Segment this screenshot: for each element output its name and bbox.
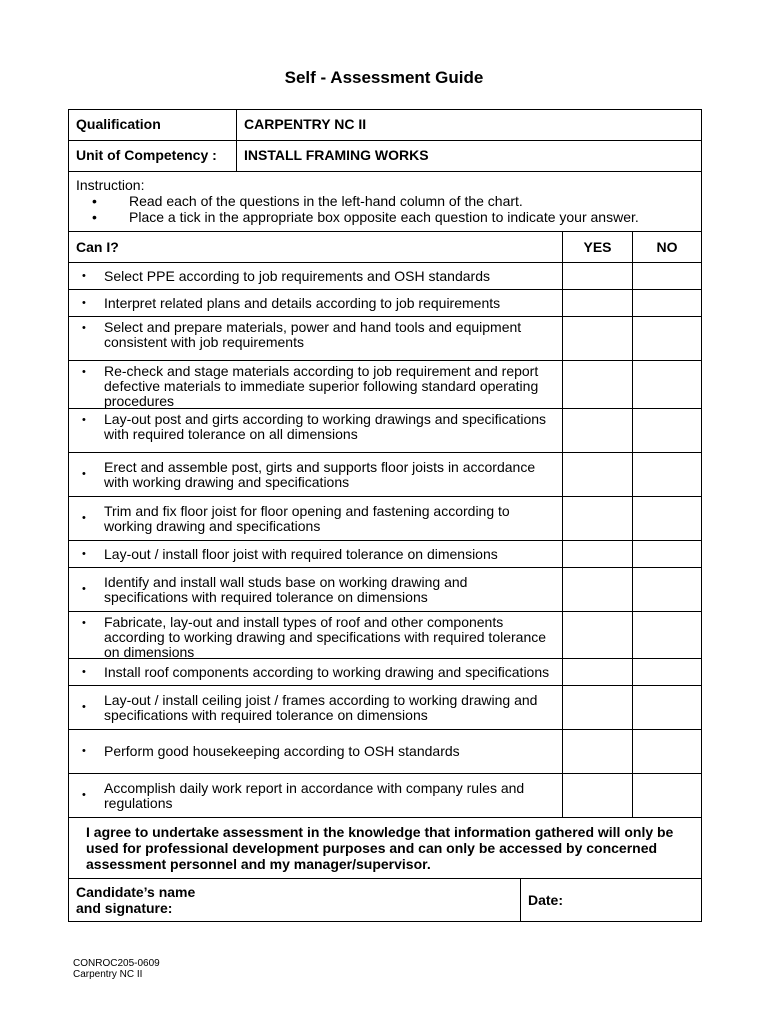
- bullet-icon: •: [82, 617, 86, 629]
- no-checkbox[interactable]: [633, 659, 701, 685]
- instruction-row: [69, 172, 701, 232]
- checklist-row: [69, 686, 701, 730]
- checklist-row: [69, 568, 701, 612]
- bullet-icon: •: [82, 468, 86, 480]
- bullet-icon: •: [92, 193, 97, 209]
- checklist-row: [69, 263, 701, 290]
- no-checkbox[interactable]: [633, 263, 701, 289]
- checklist-question: [69, 659, 563, 685]
- signature-row: [69, 879, 701, 922]
- bullet-icon: •: [82, 547, 86, 560]
- qualification-row: [69, 110, 701, 141]
- checklist-question: [69, 317, 563, 360]
- yes-checkbox[interactable]: [563, 730, 633, 773]
- no-checkbox[interactable]: [633, 774, 701, 817]
- no-checkbox[interactable]: [633, 612, 701, 658]
- question-text: Lay-out post and girts according to working drawings and specifications with required tolerance on all dimensions: [104, 411, 547, 442]
- bullet-icon: •: [82, 366, 86, 378]
- agreement-row: [69, 818, 701, 879]
- yes-checkbox[interactable]: [563, 774, 633, 817]
- no-checkbox[interactable]: [633, 317, 701, 360]
- question-text: Lay-out / install ceiling joist / frames according to working drawing and specifications with required tolerance on dimensions: [104, 691, 538, 723]
- question-text: Erect and assemble post, girts and supports floor joists in accordance with working drawing and specifications: [104, 458, 536, 490]
- checklist-question: [69, 730, 563, 773]
- yes-checkbox[interactable]: [563, 290, 633, 316]
- bullet-icon: •: [82, 322, 86, 334]
- instruction-list: [76, 193, 639, 225]
- unit-value: INSTALL FRAMING WORKS: [244, 147, 429, 163]
- question-text: Re-check and stage materials according to job requirement and report defective materials to immediate superior following standard operating procedures: [104, 363, 539, 409]
- checklist-row: [69, 774, 701, 818]
- bullet-icon: •: [82, 789, 86, 801]
- date-field[interactable]: [521, 879, 701, 921]
- bullet-icon: •: [92, 209, 97, 225]
- yes-checkbox[interactable]: [563, 409, 633, 452]
- unit-label: Unit of Competency :: [69, 141, 237, 171]
- page-footer: [73, 958, 160, 980]
- checklist-question: [69, 453, 563, 496]
- checklist-row: [69, 317, 701, 361]
- assessment-table: [68, 109, 702, 922]
- candidate-label-line2: and signature:: [76, 900, 173, 916]
- question-text: Perform good housekeeping according to OSH standards: [104, 743, 460, 759]
- checklist-question: [69, 686, 563, 729]
- checklist-question: [69, 497, 563, 540]
- checklist-header-row: [69, 232, 701, 263]
- question-text: Identify and install wall studs base on working drawing and specifications with required tolerance on dimensions: [104, 573, 468, 605]
- checklist-question: [69, 774, 563, 817]
- checklist-question: [69, 612, 563, 658]
- no-checkbox[interactable]: [633, 361, 701, 408]
- question-text: Install roof components according to working drawing and specifications: [104, 663, 550, 680]
- instruction-item: [76, 193, 639, 209]
- checklist-row: [69, 361, 701, 409]
- checklist-row: [69, 290, 701, 317]
- column-header-question: Can I?: [69, 232, 563, 262]
- yes-checkbox[interactable]: [563, 453, 633, 496]
- yes-checkbox[interactable]: [563, 568, 633, 611]
- yes-checkbox[interactable]: [563, 612, 633, 658]
- yes-checkbox[interactable]: [563, 686, 633, 729]
- checklist-question: [69, 361, 563, 408]
- bullet-icon: •: [82, 414, 86, 426]
- bullet-icon: •: [82, 665, 86, 678]
- bullet-icon: •: [82, 745, 86, 757]
- checklist-question: [69, 409, 563, 452]
- no-checkbox[interactable]: [633, 409, 701, 452]
- yes-checkbox[interactable]: [563, 541, 633, 567]
- column-header-yes: YES: [563, 232, 633, 262]
- unit-row: [69, 141, 701, 172]
- checklist-row: [69, 659, 701, 686]
- bullet-icon: •: [82, 296, 86, 309]
- yes-checkbox[interactable]: [563, 659, 633, 685]
- footer-code: CONROC205-0609: [73, 958, 160, 969]
- instruction-text: Place a tick in the appropriate box opposite each question to indicate your answer.: [129, 209, 639, 225]
- checklist-row: [69, 612, 701, 659]
- checklist-question: [69, 541, 563, 567]
- checklist-question: [69, 290, 563, 316]
- bullet-icon: •: [82, 512, 86, 524]
- checklist-row: [69, 409, 701, 453]
- yes-checkbox[interactable]: [563, 361, 633, 408]
- checklist-row: [69, 497, 701, 541]
- yes-checkbox[interactable]: [563, 317, 633, 360]
- question-text: Accomplish daily work report in accordance with company rules and regulations: [104, 779, 525, 811]
- page-title: Self - Assessment Guide: [284, 68, 484, 87]
- no-checkbox[interactable]: [633, 290, 701, 316]
- question-text: Select and prepare materials, power and hand tools and equipment consistent with job requirements: [104, 319, 522, 350]
- question-text: Interpret related plans and details according to job requirements: [104, 294, 501, 311]
- instruction-block: [69, 172, 646, 231]
- no-checkbox[interactable]: [633, 730, 701, 773]
- agreement-text: I agree to undertake assessment in the knowledge that information gathered will only be used for professional development purposes and can only be accessed by concerned assessment personnel and my manager/supervisor.: [86, 824, 674, 872]
- no-checkbox[interactable]: [633, 541, 701, 567]
- bullet-icon: •: [82, 583, 86, 595]
- qualification-label: Qualification: [69, 110, 237, 140]
- no-checkbox[interactable]: [633, 453, 701, 496]
- bullet-icon: •: [82, 269, 86, 282]
- question-text: Lay-out / install floor joist with required tolerance on dimensions: [104, 545, 498, 562]
- candidate-label-line1: Candidate’s name: [76, 884, 196, 900]
- candidate-signature-field[interactable]: [69, 879, 521, 921]
- yes-checkbox[interactable]: [563, 263, 633, 289]
- question-text: Fabricate, lay-out and install types of roof and other components according to working drawing and specifications with required tolerance on dimensions: [104, 614, 547, 660]
- qualification-value: CARPENTRY NC II: [244, 116, 367, 132]
- footer-course: Carpentry NC II: [73, 969, 143, 980]
- date-label: Date:: [528, 892, 564, 908]
- question-text: Select PPE according to job requirements and OSH standards: [104, 267, 490, 284]
- no-checkbox[interactable]: [633, 686, 701, 729]
- checklist-row: [69, 541, 701, 568]
- no-checkbox[interactable]: [633, 497, 701, 540]
- question-text: Trim and fix floor joist for floor opening and fastening according to working drawing and specifications: [104, 502, 510, 534]
- instruction-label: Instruction:: [76, 177, 145, 193]
- instruction-text: Read each of the questions in the left-hand column of the chart.: [129, 193, 523, 209]
- instruction-item: [76, 209, 639, 225]
- checklist-question: [69, 263, 563, 289]
- bullet-icon: •: [82, 701, 86, 713]
- checklist-question: [69, 568, 563, 611]
- checklist-row: [69, 730, 701, 774]
- no-checkbox[interactable]: [633, 568, 701, 611]
- yes-checkbox[interactable]: [563, 497, 633, 540]
- column-header-no: NO: [656, 239, 678, 255]
- checklist-row: [69, 453, 701, 497]
